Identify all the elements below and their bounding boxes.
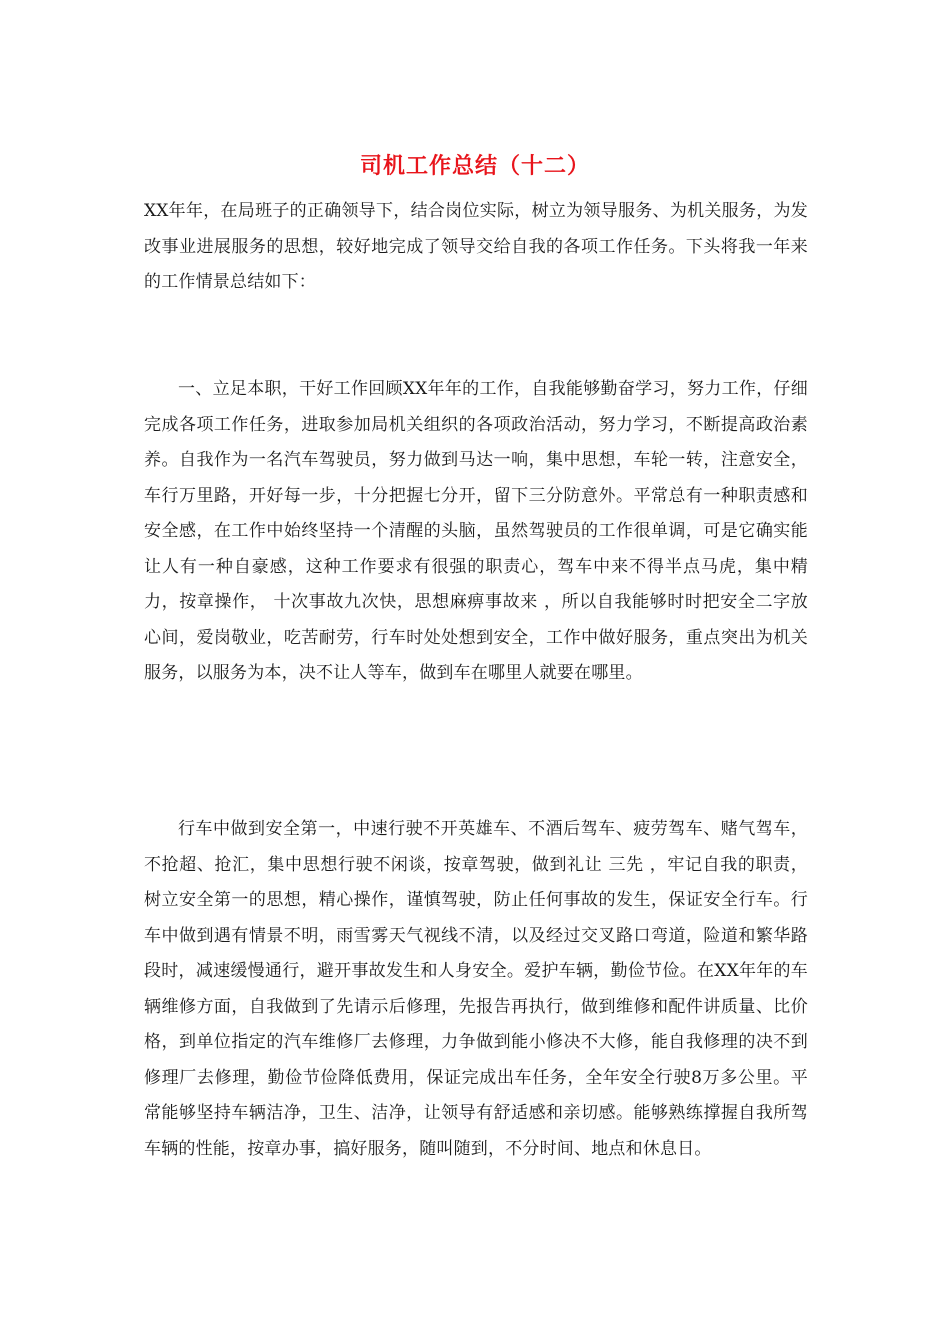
paragraph-section-one: 一、立足本职，干好工作回顾XX年年的工作，自我能够勤奋学习，努力工作，仔细完成各项工作任务，进取参加局机关组织的各项政治活动，努力学习，不断提高政治素养。自我作为一名汽车驾驶员，努力做到马达一响，集中思想，车轮一转，注意安全，车行万里路，开好每一步，十分把握七分开，留下三分防意外。平常总有一种职责感和安全感，在工作中始终坚持一个清醒的头脑，虽然驾驶员的工作很单调，可是它确实能让人有一种自豪感，这种工作要求有很强的职责心，驾车中来不得半点马虎，集中精力，按章操作， 十次事故九次快，思想麻痹事故来 ，所以自我能够时时把安全二字放心间，爱岗敬业，吃苦耐劳，行车时处处想到安全，工作中做好服务，重点突出为机关服务，以服务为本，决不让人等车，做到车在哪里人就要在哪里。 [144, 379, 808, 683]
document-title: 司机工作总结（十二） [359, 154, 590, 179]
paragraph-driving-safety: 行车中做到安全第一，中速行驶不开英雄车、不酒后驾车、疲劳驾车、赌气驾车，不抢超、抢汇，集中思想行驶不闲谈，按章驾驶，做到礼让 三先 ，牢记自我的职责，树立安全第一的思想，精心操作，谨慎驾驶，防止任何事故的发生，保证安全行车。行车中做到遇有情景不明，雨雪雾天气视线不清，以及经过交叉路口弯道，险道和繁华路段时，减速缓慢通行，避开事故发生和人身安全。爱护车辆，勤俭节俭。在XX年年的车辆维修方面，自我做到了先请示后修理，先报告再执行，做到维修和配件讲质量、比价格，到单位指定的汽车维修厂去修理，力争做到能小修决不大修，能自我修理的决不到修理厂去修理，勤俭节俭降低费用，保证完成出车任务，全年安全行驶8万多公里。平常能够坚持车辆洁净，卫生、洁净，让领导有舒适感和亲切感。能够熟练撑握自我所驾车辆的性能，按章办事，搞好服务，随叫随到，不分时间、地点和休息日。 [144, 819, 808, 1159]
paragraph-intro: XX年年，在局班子的正确领导下，结合岗位实际，树立为领导服务、为机关服务，为发改事业进展服务的思想，较好地完成了领导交给自我的各项工作任务。下头将我一年来的工作情景总结如下： [144, 201, 808, 292]
